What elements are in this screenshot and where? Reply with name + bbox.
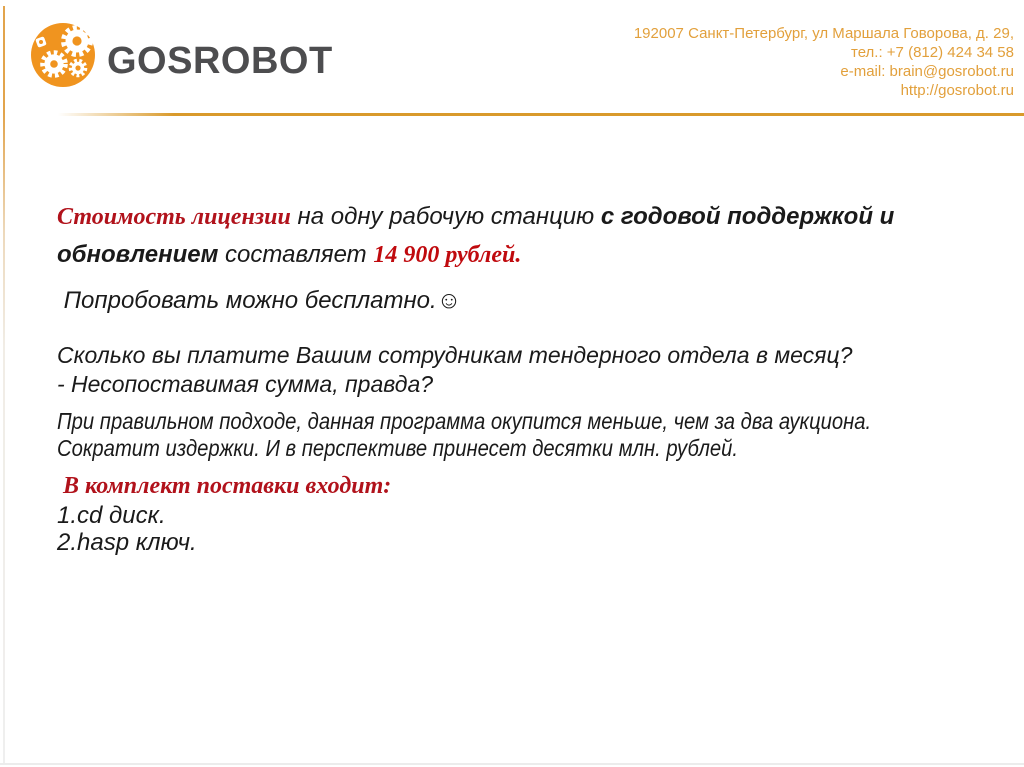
package-section bbox=[57, 473, 391, 556]
license-cost-highlight: Стоимость лицензии bbox=[57, 204, 291, 230]
smiley-icon: ☺ bbox=[436, 287, 462, 314]
contact-line-email: e-mail: brain@gosrobot.ru bbox=[840, 63, 1014, 80]
contact-line-website: http://gosrobot.ru bbox=[900, 82, 1014, 99]
contact-line-address: 192007 Санкт-Петербург, ул Маршала Говорова, д. 29, bbox=[633, 25, 1014, 42]
support-highlight-part2: обновлением bbox=[57, 241, 219, 268]
roi-paragraph bbox=[57, 408, 871, 462]
left-accent-stripe bbox=[3, 6, 5, 764]
slide-bottom-border bbox=[0, 763, 1024, 765]
package-item: 2.hasp ключ. bbox=[57, 529, 197, 556]
roi-line-1: При правильном подходе, данная программа окупится меньше, чем за два аукциона. bbox=[57, 408, 872, 434]
support-highlight-part1: с годовой поддержкой и bbox=[600, 203, 895, 230]
price-paragraph-text2: составляет bbox=[218, 241, 374, 268]
header-divider bbox=[58, 113, 1024, 116]
contact-info bbox=[634, 24, 1014, 100]
logo-text: GOSROBOT bbox=[107, 40, 333, 82]
try-free-text: Попробовать можно бесплатно. bbox=[57, 287, 437, 314]
question-line-1: Сколько вы платите Вашим сотрудникам тендерного отдела в месяц? bbox=[57, 342, 853, 368]
price-paragraph-line-2 bbox=[57, 236, 894, 274]
question-line-2: - Несопоставимая сумма, правда? bbox=[57, 371, 434, 397]
price-paragraph-line-1 bbox=[57, 198, 894, 236]
price-paragraph-text: на одну рабочую станцию bbox=[290, 203, 601, 230]
price-highlight: 14 900 рублей. bbox=[373, 242, 522, 268]
package-item: 1.cd диск. bbox=[57, 502, 166, 529]
roi-line-2: Сократит издержки. И в перспективе принесет десятки млн. рублей. bbox=[57, 435, 739, 461]
try-free-line bbox=[57, 286, 461, 316]
contact-line-phone: тел.: +7 (812) 424 34 58 bbox=[851, 44, 1014, 61]
price-paragraph bbox=[57, 198, 894, 274]
gears-icon bbox=[30, 22, 96, 88]
package-heading: В комплект поставки входит: bbox=[57, 473, 392, 499]
question-paragraph bbox=[57, 341, 852, 399]
logo-mark bbox=[30, 22, 96, 88]
